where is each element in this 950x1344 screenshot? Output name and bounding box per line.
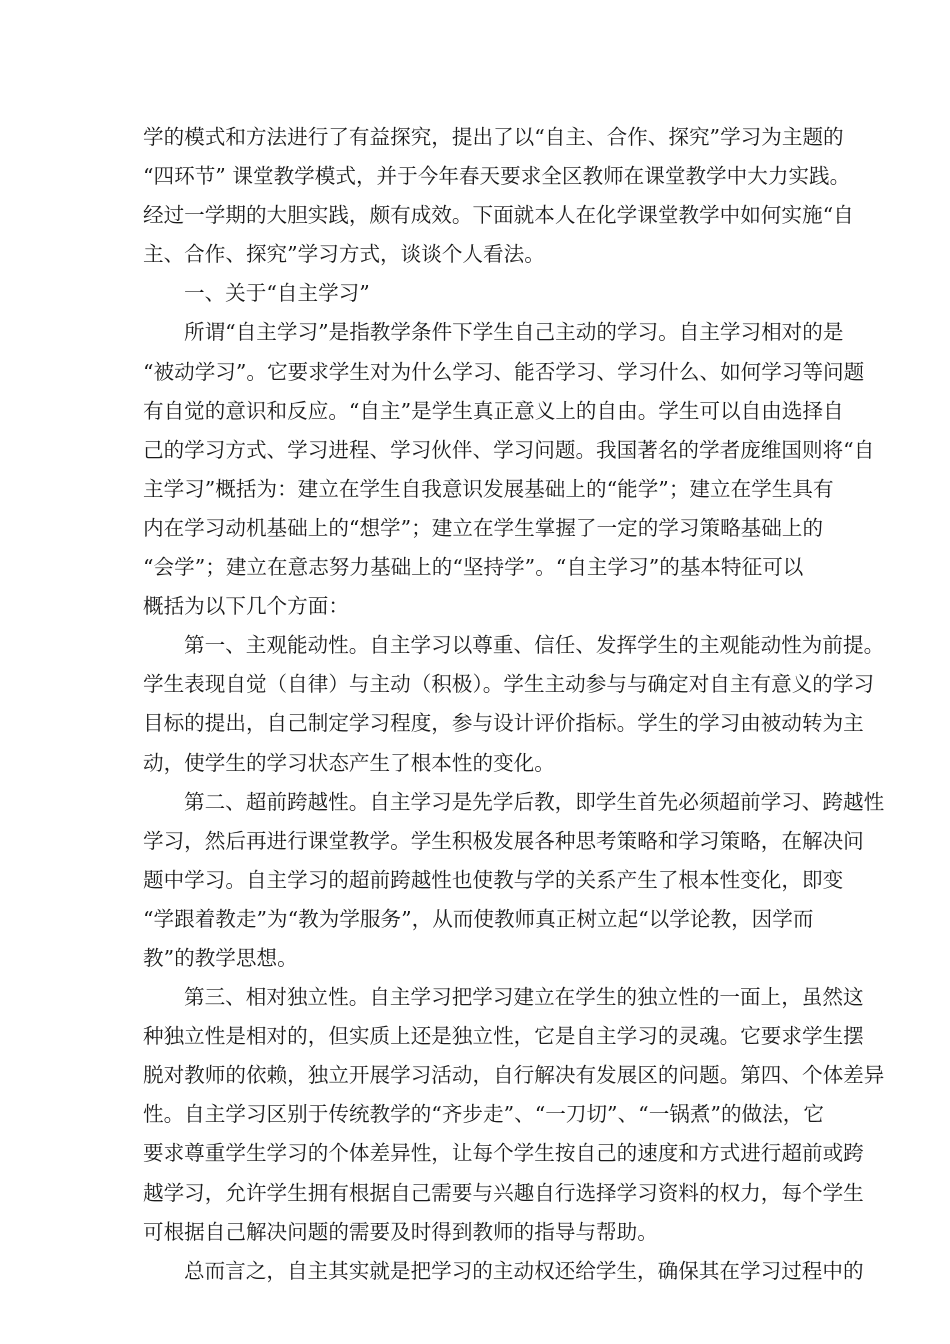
text-line: 主学习”概括为：建立在学生自我意识发展基础上的“能学”；建立在学生具有 [143, 476, 834, 501]
text-line: 种独立性是相对的，但实质上还是独立性，它是自主学习的灵魂。它要求学生摆 [143, 1024, 864, 1049]
text-line: 主、合作、探究”学习方式，谈谈个人看法。 [143, 242, 545, 267]
text-line: 己的学习方式、学习进程、学习伙伴、学习问题。我国著名的学者庞维国则将“自 [143, 437, 875, 462]
text-line: 有自觉的意识和反应。“自主”是学生真正意义上的自由。学生可以自由选择自 [143, 398, 844, 423]
text-line: 经过一学期的大胆实践，颇有成效。下面就本人在化学课堂教学中如何实施“自 [143, 203, 854, 228]
text-line: 总而言之，自主其实就是把学习的主动权还给学生，确保其在学习过程中的 [184, 1258, 864, 1283]
section-heading: 一、关于“自主学习” [184, 281, 370, 306]
text-line: 目标的提出，自己制定学习程度，参与设计评价指标。学生的学习由被动转为主 [143, 711, 864, 736]
text-line: “四环节” 课堂教学模式，并于今年春天要求全区教师在课堂教学中大力实践。 [143, 164, 851, 189]
text-line: 性。自主学习区别于传统教学的“齐步走”、“一刀切”、“一锅煮”的做法，它 [143, 1102, 824, 1127]
text-line: 学生表现自觉（自律）与主动（积极）。学生主动参与与确定对自主有意义的学习 [143, 672, 875, 697]
text-line: “学跟着教走”为“教为学服务”，从而使教师真正树立起“以学论教，因学而 [143, 906, 814, 931]
document-page [143, 118, 885, 1291]
text-line: “会学”；建立在意志努力基础上的“坚持学”。“自主学习”的基本特征可以 [143, 555, 804, 580]
text-line: 所谓“自主学习”是指教学条件下学生自己主动的学习。自主学习相对的是 [184, 320, 844, 345]
text-line: 越学习，允许学生拥有根据自己需要与兴趣自行选择学习资料的权力，每个学生 [143, 1180, 864, 1205]
text-line: 内在学习动机基础上的“想学”；建立在学生掌握了一定的学习策略基础上的 [143, 515, 824, 540]
text-line: 第二、超前跨越性。自主学习是先学后教，即学生首先必须超前学习、跨越性 [184, 789, 885, 814]
text-line: 学的模式和方法进行了有益探究，提出了以“自主、合作、探究”学习为主题的 [143, 125, 844, 149]
text-line: 题中学习。自主学习的超前跨越性也使教与学的关系产生了根本性变化，即变 [143, 867, 844, 892]
text-line: 可根据自己解决问题的需要及时得到教师的指导与帮助。 [143, 1219, 658, 1244]
text-line: 第三、相对独立性。自主学习把学习建立在学生的独立性的一面上，虽然这 [184, 985, 864, 1010]
text-line: 脱对教师的依赖，独立开展学习活动，自行解决有发展区的问题。第四、个体差异 [143, 1063, 885, 1088]
text-line: 动，使学生的学习状态产生了根本性的变化。 [143, 750, 555, 775]
text-line: 教”的教学思想。 [143, 945, 298, 970]
text-line: 要求尊重学生学习的个体差异性，让每个学生按自己的速度和方式进行超前或跨 [143, 1141, 864, 1166]
text-line: 第一、主观能动性。自主学习以尊重、信任、发挥学生的主观能动性为前提。 [184, 633, 885, 658]
text-line: “被动学习”。它要求学生对为什么学习、能否学习、学习什么、如何学习等问题 [143, 359, 865, 384]
text-line: 学习，然后再进行课堂教学。学生积极发展各种思考策略和学习策略，在解决问 [143, 828, 864, 853]
text-line: 概括为以下几个方面： [143, 594, 349, 619]
